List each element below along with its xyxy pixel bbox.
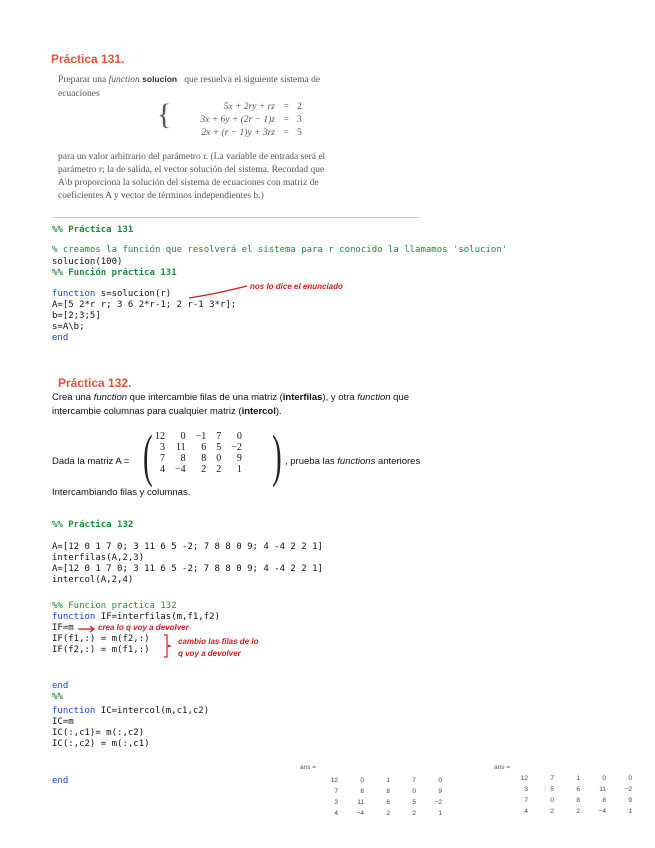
annotation-note-131: nos lo dice el enunciado — [250, 282, 343, 291]
matrix-a-cell: 5 — [216, 442, 222, 453]
ans2-cell: 1 — [576, 775, 580, 782]
matrix-a-cell: 6 — [201, 442, 207, 453]
ans2-cell: 0 — [628, 775, 632, 782]
ans2-cell: 1 — [628, 808, 632, 815]
eq2-lhs: 3x + 6y + (2r − 1)z — [200, 115, 275, 125]
ans1-cell: 0 — [438, 777, 442, 784]
matrix-a-row — [150, 464, 247, 475]
ans1-label: ans = — [300, 764, 317, 771]
intro-text-d: que resuelva el siguiente sistema de — [184, 75, 321, 85]
code132-sep: %% — [52, 692, 63, 702]
eq2-eq: = — [283, 115, 289, 125]
p131-intro-line2: ecuaciones — [58, 89, 100, 99]
ans1-row — [312, 797, 442, 808]
ans2-cell: 4 — [524, 808, 528, 815]
fn1-signature: IF=interfilas(m,f1,f2) — [95, 612, 220, 622]
code132-f1: IF=m — [52, 623, 74, 633]
code132-l4: intercol(A,2,4) — [52, 575, 134, 585]
matrix-a-cell: 9 — [236, 453, 242, 464]
p132-line1-e: ), y otra — [322, 392, 355, 403]
code132-l2: interfilas(A,2,3) — [52, 553, 145, 563]
kw-function-1: function — [52, 612, 96, 622]
p132-line1-f: function — [357, 392, 391, 403]
p132-line2-c: ). — [275, 406, 282, 417]
matrix-a-cell: 3 — [160, 442, 165, 453]
matrix-a-cell: −2 — [231, 442, 242, 453]
eq3-eq: = — [283, 128, 289, 138]
annotation-note-132a: crea lo q voy a devolver — [98, 623, 189, 632]
eq1-eq: = — [283, 102, 289, 112]
intro-text-c: solucion — [142, 74, 178, 84]
ans1-cell: −2 — [434, 799, 442, 806]
ans2-cell: 7 — [524, 797, 528, 804]
code131-section2: %% Función práctica 131 — [52, 268, 177, 278]
eq3-rhs: 5 — [297, 128, 302, 138]
annotation-brace-132 — [160, 633, 174, 659]
matrix-a-cell: 2 — [216, 464, 222, 475]
code132-f2: IF(f1,:) = m(f2,:) — [52, 634, 150, 644]
p132-line1 — [52, 392, 409, 403]
annotation-note-132b: cambio las filas de lo — [178, 637, 259, 646]
matrix-a-cell: −1 — [195, 431, 207, 442]
ans2-cell: 2 — [576, 808, 580, 815]
p132-line2-a: intercambie columnas para cualquier matriz ( — [52, 406, 242, 417]
ans2-cell: 5 — [550, 786, 554, 793]
ans1-cell: 1 — [438, 810, 442, 817]
equation-brace: { — [157, 98, 172, 131]
ans1-cell: 4 — [334, 810, 338, 817]
p131-para-line2: parámetro r; la de salida, el vector solución del sistema. Recordad que — [58, 165, 325, 175]
code132-l1: A=[12 0 1 7 0; 3 11 6 5 -2; 7 8 8 0 9; 4 -4 2 2 1] — [52, 542, 323, 552]
ans1-cell: 5 — [412, 799, 416, 806]
after-matrix-a: , prueba las — [285, 456, 335, 467]
matrix-a-row — [150, 453, 247, 464]
code131-comment: % creamos la función que resolverá el sistema para r conocido la llamamos 'solucion' — [52, 245, 508, 255]
matrix-a-cell: −4 — [175, 464, 186, 475]
matrix-a-row — [150, 442, 247, 453]
eq2-rhs: 3 — [297, 115, 302, 125]
equation-system — [175, 101, 315, 140]
ans1-cell: −4 — [356, 810, 364, 817]
matrix-paren-left: ( — [143, 423, 153, 488]
annotation-note-132c: q voy a devolver — [178, 649, 241, 658]
ans2-cell: 2 — [550, 808, 554, 815]
ans2-cell: 8 — [602, 797, 606, 804]
ans1-cell: 2 — [386, 810, 390, 817]
code131-line-s: s=A\b; — [52, 322, 85, 332]
matrix-a-row — [150, 431, 247, 442]
code131-section: %% Práctica 131 — [52, 225, 134, 235]
matrix-a-cell: 0 — [236, 431, 242, 442]
ans2-cell: −4 — [598, 808, 606, 815]
ans1-row — [312, 786, 442, 797]
code132-g3: IC(:,c2) = m(:,c1) — [52, 739, 150, 749]
ans1-cell: 0 — [360, 777, 364, 784]
matrix-a-cell: 7 — [216, 431, 222, 442]
matrix-a-cell: 0 — [180, 431, 186, 442]
p131-para-line1: para un valor arbitrario del parámetro r. (La variable de entrada será el — [58, 152, 326, 162]
p131-intro-line1 — [58, 73, 320, 87]
ans1-row — [312, 808, 442, 819]
ans1-cell: 7 — [412, 777, 416, 784]
ans2-cell: 8 — [576, 797, 580, 804]
eq1-rhs: 2 — [297, 102, 302, 112]
ans2-matrix — [502, 773, 632, 817]
code132-g2: IC(:,c1)= m(:,c2) — [52, 728, 145, 738]
p132-line2 — [52, 406, 282, 417]
annotation-arrow-132 — [76, 624, 98, 634]
ans1-cell: 1 — [386, 777, 390, 784]
matrix-a-cell: 2 — [201, 464, 207, 475]
intro-text-b: function — [108, 75, 140, 85]
intro-text-a: Preparar una — [58, 75, 107, 85]
ans1-cell: 8 — [386, 788, 390, 795]
p132-line2-b: intercol — [241, 406, 276, 417]
matrix-a-cell: 11 — [176, 442, 186, 453]
fn2-signature: IC=intercol(m,c1,c2) — [95, 706, 210, 716]
matrix-a-cell: 12 — [155, 431, 165, 442]
matrix-a-cell: 7 — [160, 453, 165, 464]
ans2-cell: −2 — [624, 786, 632, 793]
code131-end: end — [52, 333, 69, 343]
ans1-cell: 7 — [334, 788, 338, 795]
code131-function-line — [52, 289, 171, 300]
ans2-row — [502, 795, 632, 806]
matrix-a-cell: 8 — [201, 453, 207, 464]
code132-end1: end — [52, 681, 69, 691]
ans1-cell: 11 — [357, 799, 364, 806]
kw-function-2: function — [52, 706, 96, 716]
code132-fn1 — [52, 612, 220, 623]
p132-line1-c: que intercambie filas de una matriz ( — [129, 392, 283, 403]
ans2-cell: 0 — [602, 775, 606, 782]
matrix-paren-right: ) — [272, 423, 282, 488]
code132-l3: A=[12 0 1 7 0; 3 11 6 5 -2; 7 8 8 0 9; 4 -4 2 2 1] — [52, 564, 323, 574]
kw-function: function — [52, 289, 96, 299]
ans2-row — [502, 806, 632, 817]
ans1-cell: 8 — [360, 788, 364, 795]
ans2-row — [502, 773, 632, 784]
practica-131-title: Práctica 131. — [51, 52, 125, 66]
p132-line1-a: Crea una — [52, 392, 92, 403]
p132-line1-d: interfilas — [282, 392, 323, 403]
ans2-cell: 3 — [524, 786, 528, 793]
ans1-matrix — [312, 775, 442, 819]
matrix-a-cell: 0 — [216, 453, 222, 464]
after-matrix-b: functions — [337, 456, 376, 467]
code132-f3: IF(f2,:) = m(f1,:) — [52, 645, 150, 655]
ans2-cell: 7 — [550, 775, 554, 782]
ans2-cell: 9 — [628, 797, 632, 804]
dada-label: Dada la matriz A = — [52, 456, 130, 467]
fn-signature: s=solucion(r) — [95, 289, 172, 299]
intercambiando-line: Intercambiando filas y columnas. — [52, 487, 191, 498]
ans1-cell: 6 — [386, 799, 390, 806]
code132-g1: IC=m — [52, 717, 74, 727]
code131-line-b: b=[2;3;5] — [52, 311, 101, 321]
eq1-lhs: 5x + 2ry + rz — [223, 102, 275, 112]
p131-para-line4: coeficientes A y vector de términos independientes b.) — [58, 191, 264, 201]
ans2-row — [502, 784, 632, 795]
practica-132-title: Práctica 132. — [58, 376, 132, 390]
p131-para-line3: A\b proporciona la solución del sistema de ecuaciones con matriz de — [58, 178, 319, 188]
code131-line-A: A=[5 2*r r; 3 6 2*r-1; 2 r-1 3*r]; — [52, 300, 237, 310]
ans1-cell: 12 — [330, 777, 338, 784]
ans2-label: ans = — [494, 764, 511, 771]
code132-sec2: %% Funcion practica 132 — [52, 601, 177, 611]
code132-section: %% Práctica 132 — [52, 520, 134, 530]
code132-end2: end — [52, 776, 69, 786]
p132-line1-g: que — [393, 392, 410, 403]
ans2-cell: 0 — [550, 797, 554, 804]
code132-fn2 — [52, 706, 209, 717]
after-matrix-c: anteriores — [377, 456, 421, 467]
matrix-a-cell: 4 — [160, 464, 165, 475]
annotation-arrow-131 — [185, 280, 255, 302]
ans2-cell: 11 — [599, 786, 606, 793]
ans2-cell: 6 — [576, 786, 580, 793]
ans1-cell: 3 — [334, 799, 338, 806]
matrix-a-cell: 1 — [236, 464, 242, 475]
code131-call: solucion(100) — [52, 257, 123, 267]
ans1-row — [312, 775, 442, 786]
after-matrix-text — [285, 456, 420, 467]
ans2-cell: 12 — [520, 775, 528, 782]
eq3-lhs: 2x + (r − 1)y + 3rz — [201, 128, 275, 138]
ans1-cell: 9 — [438, 788, 442, 795]
ans1-cell: 0 — [412, 788, 416, 795]
matrix-a-cell: 8 — [180, 453, 186, 464]
p132-line1-b: function — [93, 392, 128, 403]
divider — [52, 217, 420, 218]
matrix-A — [150, 431, 247, 475]
ans1-cell: 2 — [412, 810, 416, 817]
